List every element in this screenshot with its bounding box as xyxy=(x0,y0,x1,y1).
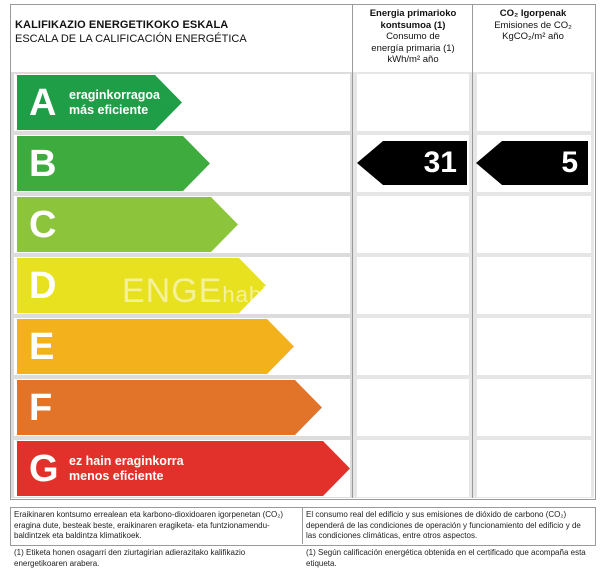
rating-bar-shape xyxy=(17,319,294,374)
watermark-part2: habitadia xyxy=(222,282,321,307)
energy-header-line2: kontsumoa (1) xyxy=(380,19,446,31)
energy-value: 31 xyxy=(423,146,457,179)
footer-spanish-text: El consumo real del edificio y sus emisiones de dióxido de carbono (CO₂) dependerá de las condiciones de operación y funcionamiento del edificio y de las condiciones climáticas, entre otros aspectos. xyxy=(306,510,581,541)
co2-column-header xyxy=(474,8,592,43)
rating-caption-basque: ez hain eraginkorra xyxy=(69,454,184,468)
energy-column-header xyxy=(354,8,472,66)
energy-cell xyxy=(357,74,469,131)
scale-title-basque: KALIFIKAZIO ENERGETIKOKO ESKALA xyxy=(15,19,229,31)
energy-header-line3: Consumo de xyxy=(386,31,440,43)
footer-basque-note: (1) Etiketa honen osagarri den ziurtagirian adierazitako kalifikazio energetikoaren arabera. xyxy=(14,548,246,568)
energy-cell xyxy=(357,196,469,253)
energy-header-line1: Energia primarioko xyxy=(369,8,457,19)
rating-letter-a: A xyxy=(29,82,57,124)
co2-header-line3: KgCO₂/m² año xyxy=(502,31,564,43)
rating-caption-spanish: más eficiente xyxy=(69,103,149,117)
footer-basque-text: Eraikinaren kontsumo errealean eta karbono-dioxidoaren igorpenetan (CO₂) eragina dute, besteak beste, eraikinaren eragiketa- eta funtzionamendu-baldintzek eta baldintza klimatikoek. xyxy=(14,510,284,541)
watermark-part1: ENGE xyxy=(122,272,223,310)
co2-cell xyxy=(477,74,591,131)
energy-header-line5: kWh/m² año xyxy=(387,54,439,66)
rating-bar-shape xyxy=(17,380,322,435)
rating-caption-basque: eraginkorragoa xyxy=(69,88,161,102)
rating-caption-a xyxy=(69,88,160,118)
rating-letter-c: C xyxy=(29,204,57,246)
co2-header-line1: CO₂ Igorpenak xyxy=(499,8,567,19)
co2-cell xyxy=(477,196,591,253)
rating-bar-e xyxy=(17,319,294,374)
co2-cell xyxy=(477,440,591,497)
rating-bar-f xyxy=(17,380,322,435)
energy-cell xyxy=(357,257,469,314)
co2-cell xyxy=(477,257,591,314)
rating-letter-d: D xyxy=(29,265,57,307)
rating-letter-f: F xyxy=(29,387,53,429)
co2-cell xyxy=(477,379,591,436)
co2-cell xyxy=(477,318,591,375)
rating-letter-b: B xyxy=(29,143,57,185)
scale-title-spanish: ESCALA DE LA CALIFICACIÓN ENERGÉTICA xyxy=(15,33,247,45)
rating-letter-g: G xyxy=(29,448,59,490)
co2-value: 5 xyxy=(561,146,578,179)
footer-divider xyxy=(302,508,303,544)
watermark xyxy=(122,272,321,311)
rating-letter-e: E xyxy=(29,326,55,368)
rating-caption-g xyxy=(69,454,184,484)
energy-cell xyxy=(357,440,469,497)
energy-cell xyxy=(357,318,469,375)
co2-header-line2: Emisiones de CO₂ xyxy=(494,19,572,31)
rating-caption-spanish: menos eficiente xyxy=(69,469,164,483)
energy-header-line4: energía primaria (1) xyxy=(371,42,455,54)
footer-spanish-note: (1) Según calificación energética obtenida en el certificado que acompaña esta etiqueta. xyxy=(306,548,586,568)
energy-cell xyxy=(357,379,469,436)
